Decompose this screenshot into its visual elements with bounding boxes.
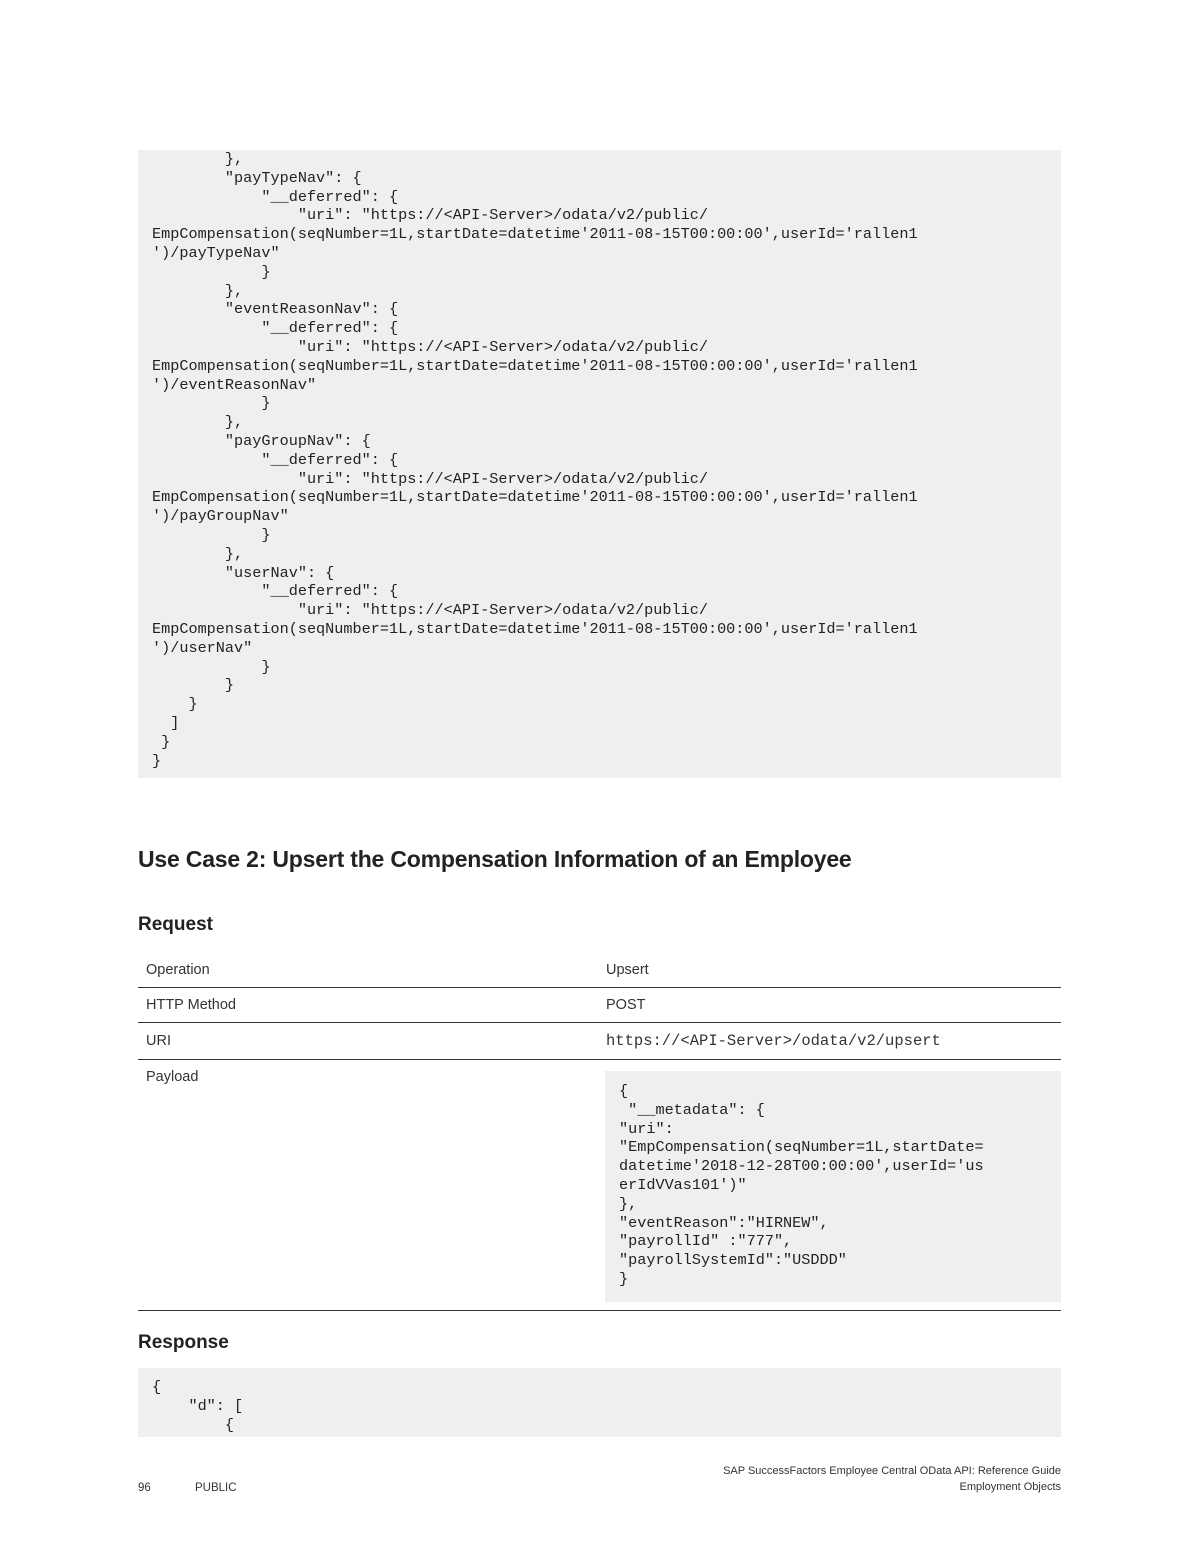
payload-code-block — [605, 1071, 1061, 1302]
table-row-payload — [138, 1060, 1061, 1311]
response-heading: Response — [138, 1332, 229, 1353]
table-row-http-method — [138, 988, 1061, 1023]
table-cell-label: Operation — [146, 962, 210, 978]
table-cell-label: Payload — [146, 1069, 199, 1085]
table-cell-value: Upsert — [606, 962, 649, 978]
table-row-uri — [138, 1023, 1061, 1060]
classification-label: PUBLIC — [195, 1482, 237, 1494]
document-title: SAP SuccessFactors Employee Central OData API: Reference Guide — [723, 1465, 1061, 1477]
request-table — [138, 953, 1061, 1311]
table-cell-label: HTTP Method — [146, 997, 236, 1013]
response-code-text: { "d": [ { — [152, 1378, 244, 1434]
page-number: 96 — [138, 1482, 151, 1494]
code-text: }, "payTypeNav": { "__deferred": { "uri": "https://<API-Server>/odata/v2/public/ EmpCompensation(seqNumber=1L,startDate=datetime'2011-08-15T00:00:00',userId='rallen1 ')/payTypeNav" } }, "eventReasonNav": { "__deferred": { "uri": "https://<API-Server>/odata/v2/public/ EmpCompensation(seqNumber=1L,startDate=datetime'2011-08-15T00:00:00',userId='rallen1 ')/eventReasonNav" } }, "payGroupNav": { "__deferred": { "uri": "https://<API-Server>/odata/v2/public/ EmpCompensation(seqNumber=1L,startDate=datetime'2011-08-15T00:00:00',userId='rallen1 ')/payGroupNav" } }, "userNav": { "__deferred": { "uri": "https://<API-Server>/odata/v2/public/ EmpCompensation(seqNumber=1L,startDate=datetime'2011-08-15T00:00:00',userId='rallen1 ')/userNav" } } } ] } } — [152, 150, 918, 770]
payload-code-text: { "__metadata": { "uri": "EmpCompensation(seqNumber=1L,startDate= datetime'2018-12-28T00:00:00',userId='us erIdVVas101')" }, "eventReason":"HIRNEW", "payrollId" :"777", "payrollSystemId":"USDDD" } — [619, 1082, 984, 1288]
section-heading: Use Case 2: Upsert the Compensation Information of an Employee — [138, 846, 852, 872]
table-cell-label: URI — [146, 1033, 171, 1049]
table-cell-value: POST — [606, 997, 646, 1013]
code-block-response-continued — [138, 150, 1061, 778]
table-cell-value: https://<API-Server>/odata/v2/upsert — [606, 1032, 941, 1050]
table-row-operation — [138, 953, 1061, 988]
request-heading: Request — [138, 914, 213, 935]
document-section: Employment Objects — [959, 1481, 1061, 1493]
response-code-block — [138, 1368, 1061, 1437]
